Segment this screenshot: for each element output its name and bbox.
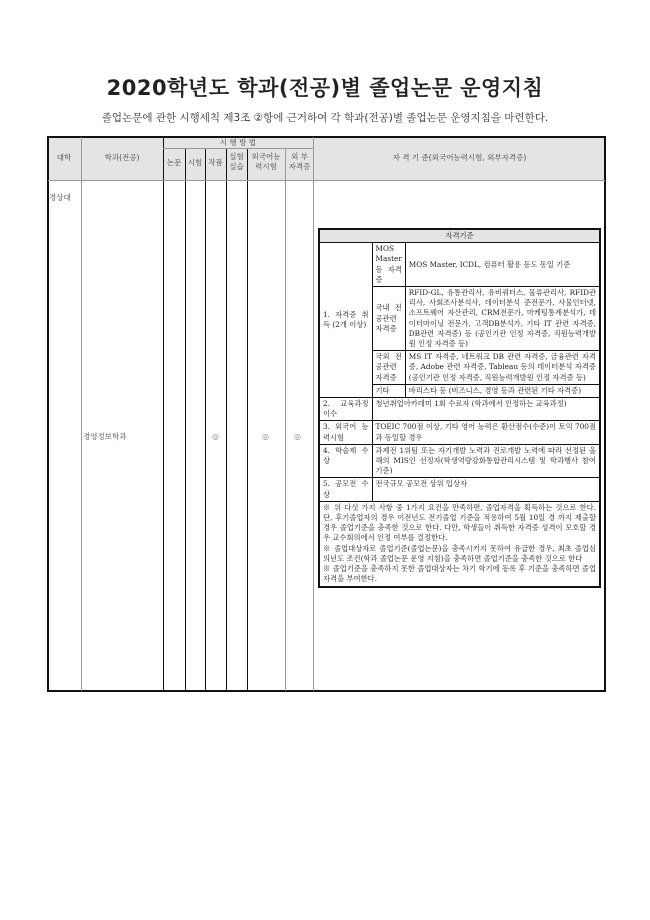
item-text: 전국규모 공모전 상위 입상자 <box>372 478 600 501</box>
criteria-table <box>318 228 601 588</box>
item-text: TOEIC 700점 이상, 기타 영어 능력은 환산점수(수준)이 토익 700점과 동일할 경우 <box>372 421 600 444</box>
header-foreign: 외국어능력시험 <box>251 152 281 171</box>
criteria-header: 자격기준 <box>319 229 600 243</box>
work-mark: ◎ <box>212 432 219 441</box>
item-label: 4. 학술제 수상 <box>319 444 372 478</box>
header-method: 시 행 방 법 <box>219 138 257 147</box>
header-lab: 실험실습 <box>229 152 244 171</box>
sub-label: 국내 전공관련 자격증 <box>372 287 405 351</box>
item-label: 3. 외국어 능력시험 <box>319 421 372 444</box>
item-text: 과제전 1위팀 또는 자기개발 노력과 진로개발 노력에 따라 선정된 올해의 MIS인 선정자(학생역량강화통합관리시스템 및 학과행사 참여 기준) <box>372 444 600 478</box>
header-dept: 학과(전공) <box>104 153 140 162</box>
note: ※ 위 다섯 가지 사항 중 1가지 요건을 만족하면, 졸업자격을 획득하는 것으로 한다. 단, 후기졸업자의 경우 이전년도 전기졸업 기준을 적용하여 5월 10일 경 까지 제출할 경우 졸업기준을 충족한 것으로 한다. 다만, 학생들이 취득한 자격증 성격이 모호할 경우 교수회의에서 인정 여부를 결정한다. <box>323 502 596 543</box>
page-title: 2020학년도 학과(전공)별 졸업논문 운영지침 <box>106 76 544 100</box>
sub-label: 기타 <box>372 384 405 397</box>
page-subtitle: 졸업논문에 관한 시행세칙 제3조 ②항에 근거하여 각 학과(전공)별 졸업논문 운영지침을 마련한다. <box>101 112 549 124</box>
notes <box>319 501 600 586</box>
note: ※ 졸업기준을 충족하지 못한 졸업대상자는 차기 학기에 등록 후 기준을 충족하면 졸업자격을 부여한다. <box>323 564 596 584</box>
college-name: 경상대 <box>49 193 71 202</box>
header-college: 대학 <box>56 153 72 162</box>
dept-name: 경영정보학과 <box>83 432 127 441</box>
sub-text: MS IT 자격증, 네트워크 DB 관련 자격증, 금융관련 자격증, Adobe 관련 자격증, Tableau 등의 데이터분석 자격증 (공인기관 인정 자격증, 직원능력개발원 인정 자격증 등) <box>405 351 600 385</box>
item1-label: 1. 자격증 취득 (2개 이상) <box>319 243 372 398</box>
sub-text: RFID-GL, 유통관리사, 유비쿼터스, 물류관리사, RFID관리사, 사회조사분석사, 데이터분석 준전문가, 사물인터넷, 소프트웨어 자산관리, CRM전문가, 마케팅통계분석가, 데이터마이닝 전문가, 고객DB분석가, 기타 IT 관련 자격증, DB관련 자격증) 등 (공인기관 인정 자격증, 직원능력개발원 인정 자격증 등) <box>405 287 600 351</box>
item-label: 5. 공모전 수상 <box>319 478 372 501</box>
note: ※ 졸업대상자로 졸업기준(졸업논문)을 충족시키지 못하여 유급한 경우, 최초 졸업심의년도 조건(학과 졸업논문 운영 지침)을 충족하면 졸업기준을 충족한 것으로 한다 <box>323 543 596 563</box>
sub-text: 바리스타 등 (비즈니스, 경영 등과 관련된 기타 자격증) <box>405 384 600 397</box>
header-work: 작품 <box>208 158 223 167</box>
header-external: 외 부 자격증 <box>288 152 311 171</box>
header-thesis: 논문 <box>166 158 182 167</box>
sub-label: MOS Master 등 자격증 <box>372 243 405 287</box>
header-exam: 시험 <box>187 158 203 167</box>
item-text: 청년취업아카데미 1회 수료자 (학과에서 인정하는 교육과정) <box>372 398 600 421</box>
item-label: 2. 교육과정 이수 <box>319 398 372 421</box>
sub-label: 국외 전공관련 자격증 <box>372 351 405 385</box>
external-mark: ◎ <box>294 432 301 441</box>
header-criteria: 자 격 기 준(외국어능력시험, 외부자격증) <box>392 153 527 162</box>
foreign-mark: ◎ <box>262 432 269 441</box>
sub-text: MOS Master, ICDL, 컴퓨터 활용 등도 동일 기준 <box>405 243 600 287</box>
